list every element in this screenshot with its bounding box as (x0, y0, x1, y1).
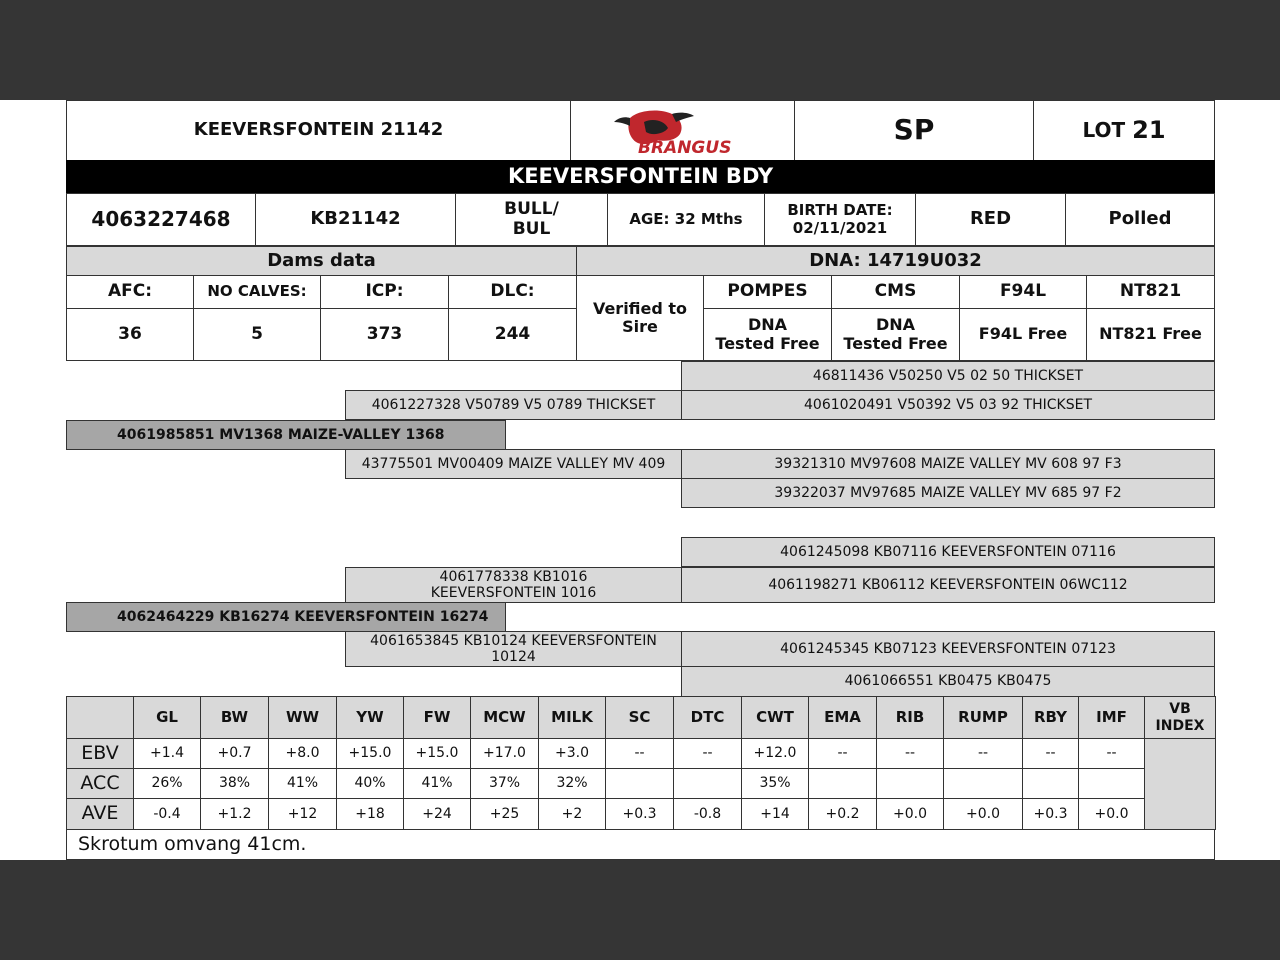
age: AGE: 32 Mths (607, 193, 765, 246)
ebv-cell: +2 (538, 798, 606, 830)
ebv-cell (1078, 768, 1145, 799)
lot-sheet (0, 100, 1280, 860)
ebv-cell: +8.0 (268, 738, 337, 769)
ebv-cell: +0.3 (605, 798, 674, 830)
ebv-cell: -0.4 (133, 798, 201, 830)
ebv-cell (673, 768, 742, 799)
pedigree-ssd: 4061020491 V50392 V5 03 92 THICKSET (681, 390, 1215, 420)
dams-header-calves: NO CALVES: (193, 275, 321, 309)
ebv-cell: +0.2 (808, 798, 877, 830)
horn-status: Polled (1065, 193, 1215, 246)
result-line1: DNA (875, 315, 916, 335)
ebv-cell: +0.0 (876, 798, 944, 830)
ebv-col-header: MILK (538, 696, 606, 739)
vb-index-line: VB (1169, 701, 1191, 718)
lot-box (1033, 100, 1215, 161)
dams-header-afc: AFC: (66, 275, 194, 309)
ebv-cell: -- (605, 738, 674, 769)
verified-line1: Verified to (592, 298, 688, 318)
ebv-col-header: WW (268, 696, 337, 739)
pedigree-sire-dam: 43775501 MV00409 MAIZE VALLEY MV 409 (345, 449, 682, 479)
ebv-cell: 26% (133, 768, 201, 799)
colour: RED (915, 193, 1066, 246)
ebv-cell: +15.0 (336, 738, 404, 769)
vb-index-header (1144, 696, 1216, 739)
sex-line2: BUL (512, 218, 551, 239)
reg-number: 4063227468 (66, 193, 256, 246)
dams-header-icp: ICP: (320, 275, 449, 309)
brangus-logo (570, 100, 795, 161)
birth-value: 02/11/2021 (792, 218, 888, 237)
ebv-col-header: YW (336, 696, 404, 739)
vb-index-line: INDEX (1155, 717, 1205, 734)
ebv-cell: +0.3 (1022, 798, 1079, 830)
notes: Skrotum omvang 41cm. (66, 829, 1215, 860)
ebv-cell: 37% (470, 768, 539, 799)
pedigree-sdd: 39322037 MV97685 MAIZE VALLEY MV 685 97 F2 (681, 478, 1215, 508)
ebv-cell: 41% (268, 768, 337, 799)
ebv-row-label: ACC (66, 768, 134, 799)
ebv-cell: +0.0 (1078, 798, 1145, 830)
bull-head-icon (608, 106, 758, 156)
verified-to-sire (576, 275, 704, 361)
ebv-cell: -0.8 (673, 798, 742, 830)
pedigree-sss: 46811436 V50250 V5 02 50 THICKSET (681, 361, 1215, 391)
ebv-corner (66, 696, 134, 739)
pedigree-dds: 4061245345 KB07123 KEEVERSFONTEIN 07123 (681, 631, 1215, 667)
ebv-col-header: CWT (741, 696, 809, 739)
result-line2: Tested Free (843, 333, 948, 353)
ebv-cell: -- (876, 738, 944, 769)
ebv-cell: -- (943, 738, 1023, 769)
ebv-col-header: RUMP (943, 696, 1023, 739)
ebv-cell (808, 768, 877, 799)
dna-result-pompes (703, 308, 832, 361)
ebv-cell: +3.0 (538, 738, 606, 769)
vb-index-value (1144, 738, 1216, 830)
grade: SP (794, 100, 1034, 161)
lot-number: 21 (1132, 115, 1166, 144)
ebv-cell: 32% (538, 768, 606, 799)
dams-value-calves: 5 (193, 308, 321, 361)
birth-date (764, 193, 916, 246)
ebv-col-header: EMA (808, 696, 877, 739)
ebv-cell: -- (808, 738, 877, 769)
ebv-col-header: SC (605, 696, 674, 739)
ebv-col-header: BW (200, 696, 269, 739)
dams-value-afc: 36 (66, 308, 194, 361)
dams-title: Dams data (66, 246, 577, 276)
animal-title: KEEVERSFONTEIN BDY (66, 160, 1215, 193)
dna-result-nt821: NT821 Free (1086, 308, 1215, 361)
ebv-cell: 38% (200, 768, 269, 799)
result-line1: DNA (747, 315, 788, 335)
ebv-cell: +14 (741, 798, 809, 830)
ebv-cell: +18 (336, 798, 404, 830)
ebv-cell: +25 (470, 798, 539, 830)
ebv-row-label: AVE (66, 798, 134, 830)
ebv-cell: -- (1022, 738, 1079, 769)
pedigree-sds: 39321310 MV97608 MAIZE VALLEY MV 608 97 F3 (681, 449, 1215, 479)
animal-id: KB21142 (255, 193, 456, 246)
ebv-cell (1022, 768, 1079, 799)
dna-result-f94l: F94L Free (959, 308, 1087, 361)
dna-header-nt821: NT821 (1086, 275, 1215, 309)
ebv-cell (943, 768, 1023, 799)
ebv-cell (605, 768, 674, 799)
dna-header-f94l: F94L (959, 275, 1087, 309)
sex-line1: BULL/ (504, 198, 559, 219)
ebv-cell: +1.4 (133, 738, 201, 769)
logo-text: BRANGUS (637, 137, 731, 156)
pedigree-dsd: 4061198271 KB06112 KEEVERSFONTEIN 06WC112 (681, 567, 1215, 603)
ebv-cell: 41% (403, 768, 471, 799)
ebv-col-header: RIB (876, 696, 944, 739)
sex (455, 193, 608, 246)
ebv-cell: +24 (403, 798, 471, 830)
pedigree-ddd: 4061066551 KB0475 KB0475 (681, 666, 1215, 697)
ebv-row-label: EBV (66, 738, 134, 769)
ebv-cell: -- (673, 738, 742, 769)
dna-title: DNA: 14719U032 (576, 246, 1215, 276)
ebv-cell: +1.2 (200, 798, 269, 830)
pedigree-dss: 4061245098 KB07116 KEEVERSFONTEIN 07116 (681, 537, 1215, 567)
pedigree-sire: 4061985851 MV1368 MAIZE-VALLEY 1368 (66, 420, 506, 450)
dna-result-cms (831, 308, 960, 361)
ebv-col-header: IMF (1078, 696, 1145, 739)
ebv-col-header: FW (403, 696, 471, 739)
pedigree-dam: 4062464229 KB16274 KEEVERSFONTEIN 16274 (66, 602, 506, 632)
dams-value-icp: 373 (320, 308, 449, 361)
lot-label: LOT (1082, 118, 1126, 142)
dna-header-cms: CMS (831, 275, 960, 309)
ebv-cell: +12.0 (741, 738, 809, 769)
pedigree-dam-dam: 4061653845 KB10124 KEEVERSFONTEIN 10124 (345, 631, 682, 667)
dna-header-pompes: POMPES (703, 275, 832, 309)
birth-label: BIRTH DATE: (787, 201, 893, 220)
ebv-cell: 40% (336, 768, 404, 799)
ebv-col-header: MCW (470, 696, 539, 739)
dams-value-dlc: 244 (448, 308, 577, 361)
ebv-cell: +17.0 (470, 738, 539, 769)
pedigree-sire-sire: 4061227328 V50789 V5 0789 THICKSET (345, 390, 682, 420)
ebv-col-header: GL (133, 696, 201, 739)
ebv-cell: +0.0 (943, 798, 1023, 830)
verified-line2: Sire (622, 317, 658, 336)
ebv-cell: +0.7 (200, 738, 269, 769)
pedigree-dam-sire: 4061778338 KB1016 KEEVERSFONTEIN 1016 (345, 567, 682, 603)
ebv-cell: +15.0 (403, 738, 471, 769)
ebv-cell: -- (1078, 738, 1145, 769)
result-line2: Tested Free (715, 333, 820, 353)
ebv-cell (876, 768, 944, 799)
ebv-col-header: RBY (1022, 696, 1079, 739)
ebv-col-header: DTC (673, 696, 742, 739)
ebv-cell: 35% (741, 768, 809, 799)
animal-name: KEEVERSFONTEIN 21142 (66, 100, 571, 161)
dams-header-dlc: DLC: (448, 275, 577, 309)
ebv-cell: +12 (268, 798, 337, 830)
